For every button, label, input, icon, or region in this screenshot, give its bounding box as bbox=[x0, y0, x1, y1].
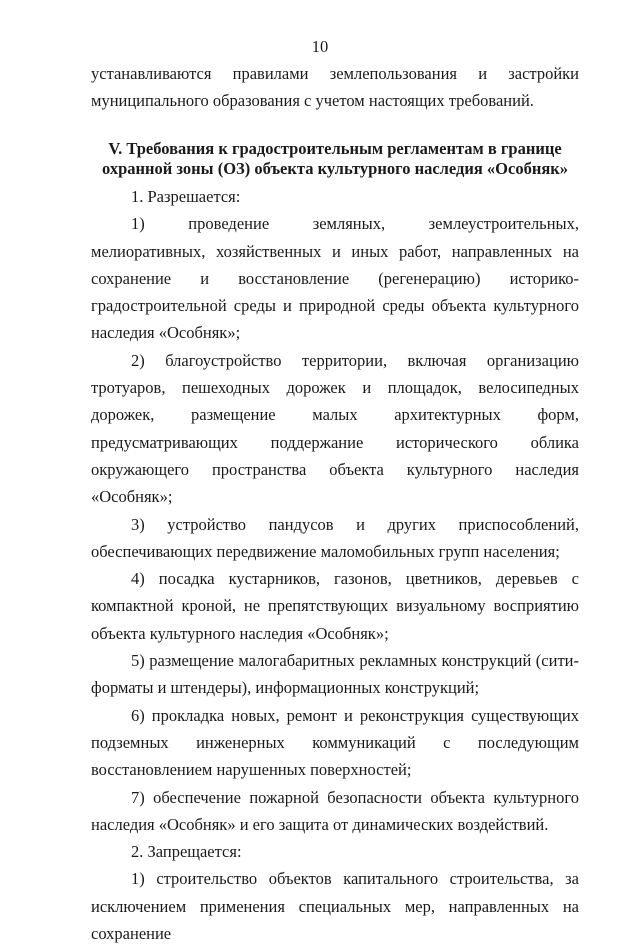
allowed-item-1: 1) проведение земляных, землеустроительных, мелиоративных, хозяйственных и иных работ, направленных на сохранение и восстановление (регенерацию) историко-градостроительной среды и природной среды объекта культурного наследия «Особняк»; bbox=[91, 214, 579, 343]
intro-line-end: муниципального образования с учетом настоящих требований. bbox=[91, 91, 534, 111]
allowed-item-6: 6) прокладка новых, ремонт и реконструкция существующих подземных инженерных коммуникаций с последующим восстановлением нарушенных поверхностей; bbox=[91, 705, 579, 780]
prohibited-item-1: 1) строительство объектов капитального строительства, за исключением применения специальных мер, направленных на сохранение bbox=[91, 869, 579, 944]
intro-paragraph bbox=[91, 60, 579, 115]
allowed-item-2: 2) благоустройство территории, включая организацию тротуаров, пешеходных дорожек и площадок, велосипедных дорожек, размещение малых архитектурных форм, предусматривающих поддержание исторического облика окружающего пространства объекта культурного наследия «Особняк»; bbox=[91, 350, 579, 507]
prohibited-heading: 2. Запрещается: bbox=[131, 842, 242, 862]
section-body bbox=[91, 183, 579, 947]
section-title: V. Требования к градостроительным регламентам в границе охранной зоны (ОЗ) объекта культурного наследия «Особняк» bbox=[101, 139, 569, 178]
allowed-item-3: 3) устройство пандусов и других приспособлений, обеспечивающих передвижение маломобильных групп населения; bbox=[91, 514, 579, 561]
allowed-item-4: 4) посадка кустарников, газонов, цветников, деревьев с компактной кроной, не препятствующих визуальному восприятию объекта культурного наследия «Особняк»; bbox=[91, 569, 579, 643]
intro-line: устанавливаются правилами землепользования и застройки bbox=[91, 64, 579, 83]
allowed-item-7: 7) обеспечение пожарной безопасности объекта культурного наследия «Особняк» и его защита от динамических воздействий. bbox=[91, 787, 579, 834]
allowed-item-5: 5) размещение малогабаритных рекламных конструкций (сити-форматы и штендеры), информационных конструкций; bbox=[91, 651, 579, 698]
allowed-heading: 1. Разрешается: bbox=[131, 187, 241, 206]
page-number: 10 bbox=[311, 37, 329, 56]
